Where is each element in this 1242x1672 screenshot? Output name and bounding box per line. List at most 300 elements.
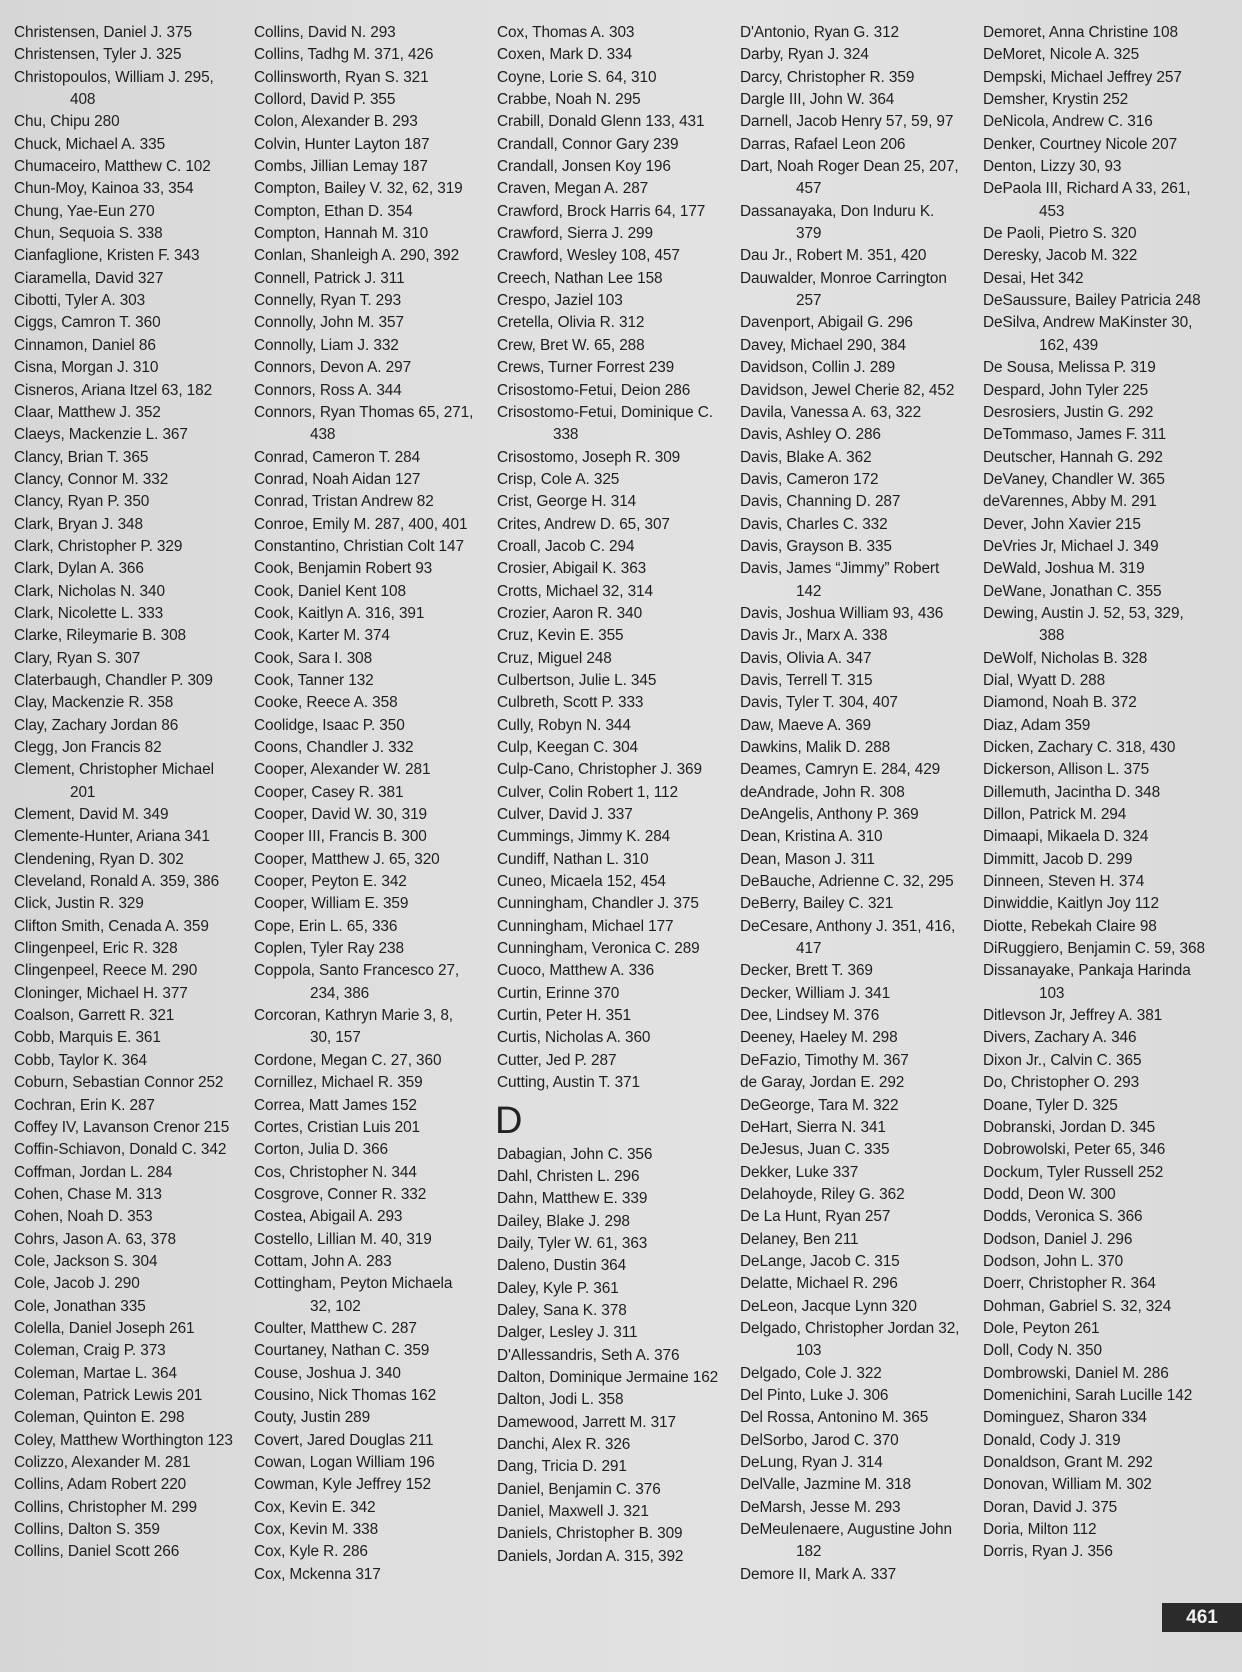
index-entry: Dauwalder, Monroe Carrington 257: [740, 269, 947, 310]
index-entry: Ciggs, Camron T. 360: [14, 314, 161, 332]
index-entry: Clifton Smith, Cenada A. 359: [14, 917, 209, 935]
index-entry: DeWald, Joshua M. 319: [983, 560, 1145, 578]
index-entry: Couse, Joshua J. 340: [254, 1364, 401, 1382]
index-entry: Crisostomo-Fetui, Deion 286: [497, 381, 691, 399]
index-entry: DeVaney, Chandler W. 365: [983, 470, 1165, 488]
index-column-2: [254, 22, 476, 1586]
index-entry: Chuck, Michael A. 335: [14, 135, 166, 153]
index-entry: Crandall, Jonsen Koy 196: [497, 158, 671, 176]
index-entry: Dekker, Luke 337: [740, 1163, 859, 1181]
index-entry: Cottam, John A. 283: [254, 1252, 392, 1270]
index-entry: Cole, Jackson S. 304: [14, 1252, 158, 1270]
index-entry: Dicken, Zachary C. 318, 430: [983, 739, 1176, 756]
index-entry: Chumaceiro, Matthew C. 102: [14, 158, 211, 176]
index-entry: Cisna, Morgan J. 310: [14, 359, 159, 377]
index-entry: Crews, Turner Forrest 239: [497, 359, 675, 377]
index-entry: Claterbaugh, Chandler P. 309: [14, 671, 213, 689]
index-entry: Demoret, Anna Christine 108: [983, 24, 1178, 41]
index-entry: Dodson, Daniel J. 296: [983, 1230, 1133, 1248]
index-entry: Corcoran, Kathryn Marie 3, 8, 30, 157: [254, 1007, 453, 1047]
index-entry: Dawkins, Malik D. 288: [740, 739, 891, 756]
index-entry: Daily, Tyler W. 61, 363: [497, 1234, 648, 1252]
index-entry: Dalton, Dominique Jermaine 162: [497, 1368, 719, 1386]
index-entry: Connors, Ryan Thomas 65, 271, 438: [254, 403, 474, 444]
index-entry: Claar, Matthew J. 352: [14, 403, 161, 421]
index-entry: Dockum, Tyler Russell 252: [983, 1163, 1164, 1181]
index-entry: Connolly, Liam J. 332: [254, 336, 399, 354]
index-entry: Crandall, Connor Gary 239: [497, 135, 679, 153]
index-entry: DeWane, Jonathan C. 355: [983, 582, 1162, 600]
index-entry: Combs, Jillian Lemay 187: [254, 158, 428, 176]
index-entry: Cruz, Miguel 248: [497, 649, 612, 667]
index-entry: De Paoli, Pietro S. 320: [983, 225, 1137, 243]
index-entry: Dalton, Jodi L. 358: [497, 1391, 624, 1409]
index-entry: Donaldson, Grant M. 292: [983, 1454, 1153, 1471]
index-entry: Dombrowski, Daniel M. 286: [983, 1364, 1169, 1382]
index-entry: Cole, Jacob J. 290: [14, 1275, 140, 1293]
index-entry: Craven, Megan A. 287: [497, 180, 649, 198]
index-entry: Couty, Justin 289: [254, 1409, 371, 1427]
index-entry: Crisostomo-Fetui, Dominique C. 338: [497, 403, 713, 444]
index-entry: Coons, Chandler J. 332: [254, 739, 414, 756]
index-entry: Domenichini, Sarah Lucille 142: [983, 1386, 1193, 1404]
index-entry: Collins, Dalton S. 359: [14, 1521, 160, 1539]
index-entry: Delahoyde, Riley G. 362: [740, 1185, 905, 1203]
index-entry: Dial, Wyatt D. 288: [983, 671, 1106, 689]
index-entry: Diotte, Rebekah Claire 98: [983, 917, 1157, 935]
index-entry: De Sousa, Melissa P. 319: [983, 359, 1156, 377]
index-entry: Courtaney, Nathan C. 359: [254, 1342, 430, 1360]
index-entry: Daley, Sana K. 378: [497, 1301, 627, 1319]
index-entry: Crotts, Michael 32, 314: [497, 582, 653, 600]
index-entry: Cundiff, Nathan L. 310: [497, 850, 649, 868]
index-entry: Costea, Abigail A. 293: [254, 1208, 403, 1226]
index-entry: Daw, Maeve A. 369: [740, 716, 871, 734]
index-entry: Cunningham, Michael 177: [497, 917, 674, 935]
index-entry: Cousino, Nick Thomas 162: [254, 1386, 437, 1404]
index-entry: Dahn, Matthew E. 339: [497, 1190, 648, 1208]
index-entry: Coffman, Jordan L. 284: [14, 1163, 173, 1181]
index-entry: Davis, Channing D. 287: [740, 493, 901, 511]
index-entry: Cinnamon, Daniel 86: [14, 336, 156, 354]
index-entry: Colon, Alexander B. 293: [254, 113, 418, 131]
index-entry: Cutter, Jed P. 287: [497, 1051, 617, 1069]
index-entry: deAndrade, John R. 308: [740, 783, 905, 801]
index-entry: Daniels, Christopher B. 309: [497, 1525, 683, 1543]
index-entry: DeGeorge, Tara M. 322: [740, 1096, 899, 1114]
index-entry: Creech, Nathan Lee 158: [497, 269, 663, 287]
index-entry: Conlan, Shanleigh A. 290, 392: [254, 247, 460, 265]
index-entry: Cloninger, Michael H. 377: [14, 984, 188, 1002]
index-entry: Costello, Lillian M. 40, 319: [254, 1230, 432, 1248]
index-entry: Collins, David N. 293: [254, 24, 396, 41]
index-entry: Diamond, Noah B. 372: [983, 694, 1137, 712]
index-entry: Deames, Camryn E. 284, 429: [740, 761, 941, 779]
index-entry: Cook, Karter M. 374: [254, 627, 390, 645]
index-entry: Cornillez, Michael R. 359: [254, 1074, 423, 1092]
index-entry: DeLung, Ryan J. 314: [740, 1454, 883, 1471]
index-entry: Dissanayake, Pankaja Harinda 103: [983, 962, 1191, 1002]
index-entry: Cooper, Alexander W. 281: [254, 761, 431, 779]
index-entry: Dinwiddie, Kaitlyn Joy 112: [983, 895, 1159, 913]
index-entry: Cooper, Casey R. 381: [254, 783, 404, 801]
index-entry: Cooper III, Francis B. 300: [254, 828, 427, 846]
index-entry: Crosier, Abigail K. 363: [497, 560, 647, 578]
index-entry: Covert, Jared Douglas 211: [254, 1431, 434, 1449]
index-entry: Delaney, Ben 211: [740, 1230, 859, 1248]
index-entry: Dart, Noah Roger Dean 25, 207, 457: [740, 158, 959, 198]
index-entry: DeLeon, Jacque Lynn 320: [740, 1297, 917, 1315]
index-entry: Culver, Colin Robert 1, 112: [497, 783, 678, 801]
index-entry: Dodds, Veronica S. 366: [983, 1208, 1143, 1226]
index-entry: Doria, Milton 112: [983, 1521, 1097, 1539]
index-entry: Conrad, Noah Aidan 127: [254, 470, 421, 488]
index-entry: Collins, Daniel Scott 266: [14, 1543, 180, 1561]
index-entry: D'Antonio, Ryan G. 312: [740, 24, 900, 41]
index-entry: Coalson, Garrett R. 321: [14, 1007, 175, 1025]
index-entry: Cobb, Marquis E. 361: [14, 1029, 161, 1047]
index-entry: Denton, Lizzy 30, 93: [983, 158, 1122, 176]
index-entry: Clancy, Brian T. 365: [14, 448, 149, 466]
index-entry: Davis, Olivia A. 347: [740, 649, 872, 667]
index-entry: Connors, Devon A. 297: [254, 359, 412, 377]
index-entry: Cooper, David W. 30, 319: [254, 806, 427, 824]
index-entry: Cutting, Austin T. 371: [497, 1074, 640, 1092]
index-entry: Connell, Patrick J. 311: [254, 269, 405, 287]
index-entry: Dodson, John L. 370: [983, 1252, 1124, 1270]
index-entry: Coyne, Lorie S. 64, 310: [497, 68, 657, 86]
index-entry: Dewing, Austin J. 52, 53, 329, 388: [983, 604, 1184, 645]
index-entry: Colella, Daniel Joseph 261: [14, 1319, 195, 1337]
index-entry: Colizzo, Alexander M. 281: [14, 1454, 191, 1471]
index-entry: Culp-Cano, Christopher J. 369: [497, 761, 702, 779]
index-entry: Davis, Cameron 172: [740, 470, 879, 488]
index-entry: Dargle III, John W. 364: [740, 91, 895, 109]
index-entry: Compton, Bailey V. 32, 62, 319: [254, 180, 463, 198]
index-entry: Cuoco, Matthew A. 336: [497, 962, 655, 980]
index-entry: Cibotti, Tyler A. 303: [14, 292, 146, 310]
index-entry: Coppola, Santo Francesco 27, 234, 386: [254, 962, 460, 1002]
index-entry: Cooper, William E. 359: [254, 895, 409, 913]
index-entry: Collord, David P. 355: [254, 91, 396, 109]
index-entry: Cooper, Peyton E. 342: [254, 873, 407, 891]
index-entry: Darby, Ryan J. 324: [740, 46, 869, 64]
index-entry: Clegg, Jon Francis 82: [14, 739, 162, 756]
index-entry: Crist, George H. 314: [497, 493, 637, 511]
index-entry: Dohman, Gabriel S. 32, 324: [983, 1297, 1172, 1315]
index-entry: Chun, Sequoia S. 338: [14, 225, 163, 243]
index-entry: Connelly, Ryan T. 293: [254, 292, 402, 310]
index-entry: Claeys, Mackenzie L. 367: [14, 426, 188, 444]
index-entry: Del Pinto, Luke J. 306: [740, 1386, 889, 1404]
index-entry: Desai, Het 342: [983, 269, 1084, 287]
index-entry: DeWolf, Nicholas B. 328: [983, 649, 1148, 667]
index-entry: Conrad, Tristan Andrew 82: [254, 493, 434, 511]
index-entry: DelValle, Jazmine M. 318: [740, 1476, 911, 1494]
index-entry: Dominguez, Sharon 334: [983, 1409, 1147, 1427]
index-entry: Dahl, Christen L. 296: [497, 1167, 640, 1185]
index-entry: Cordone, Megan C. 27, 360: [254, 1051, 442, 1069]
index-entry: Cisneros, Ariana Itzel 63, 182: [14, 381, 213, 399]
index-entry: Cooke, Reece A. 358: [254, 694, 398, 712]
index-entry: Culbertson, Julie L. 345: [497, 671, 657, 689]
index-entry: Coleman, Craig P. 373: [14, 1342, 166, 1360]
index-entry: Darcy, Christopher R. 359: [740, 68, 915, 86]
index-entry: Despard, John Tyler 225: [983, 381, 1149, 399]
index-entry: deVarennes, Abby M. 291: [983, 493, 1157, 511]
index-entry: Cleveland, Ronald A. 359, 386: [14, 873, 220, 891]
index-entry: Cunningham, Chandler J. 375: [497, 895, 699, 913]
index-entry: Cook, Sara I. 308: [254, 649, 373, 667]
index-entry: Culp, Keegan C. 304: [497, 739, 638, 756]
index-entry: Ditlevson Jr, Jeffrey A. 381: [983, 1007, 1163, 1025]
index-entry: Coplen, Tyler Ray 238: [254, 940, 404, 958]
index-entry: Darnell, Jacob Henry 57, 59, 97: [740, 113, 954, 131]
index-entry: De La Hunt, Ryan 257: [740, 1208, 891, 1226]
index-entry: DeLange, Jacob C. 315: [740, 1252, 900, 1270]
index-entry: Dang, Tricia D. 291: [497, 1458, 627, 1476]
index-entry: Clary, Ryan S. 307: [14, 649, 141, 667]
index-entry: Davis, James “Jimmy” Robert 142: [740, 560, 940, 600]
index-entry: Cook, Kaitlyn A. 316, 391: [254, 604, 425, 622]
index-entry: Cox, Kyle R. 286: [254, 1543, 368, 1561]
index-entry: DeBerry, Bailey C. 321: [740, 895, 894, 913]
index-entry: Clark, Bryan J. 348: [14, 515, 143, 533]
section-letter-heading: D: [495, 1099, 523, 1142]
index-entry: Clay, Zachary Jordan 86: [14, 716, 179, 734]
index-entry: Cos, Christopher N. 344: [254, 1163, 417, 1181]
index-entry: Davis, Tyler T. 304, 407: [740, 694, 898, 712]
index-entry: Davis, Blake A. 362: [740, 448, 872, 466]
index-entry: Dau Jr., Robert M. 351, 420: [740, 247, 927, 265]
index-entry: Davis, Joshua William 93, 436: [740, 604, 944, 622]
index-column-5: [983, 22, 1205, 1564]
index-entry: Dalger, Lesley J. 311: [497, 1324, 638, 1342]
index-entry: DeAngelis, Anthony P. 369: [740, 806, 919, 824]
index-entry: Dever, John Xavier 215: [983, 515, 1141, 533]
index-entry: Cianfaglione, Kristen F. 343: [14, 247, 200, 265]
index-entry: Decker, Brett T. 369: [740, 962, 873, 980]
index-entry: Connors, Ross A. 344: [254, 381, 402, 399]
index-entry: Conrad, Cameron T. 284: [254, 448, 421, 466]
index-entry: Croall, Jacob C. 294: [497, 537, 635, 555]
index-entry: Del Rossa, Antonino M. 365: [740, 1409, 929, 1427]
index-entry: Clingenpeel, Eric R. 328: [14, 940, 178, 958]
index-entry: Christopoulos, William J. 295, 408: [14, 68, 214, 109]
index-entry: Cohen, Noah D. 353: [14, 1208, 153, 1226]
index-entry: DeTommaso, James F. 311: [983, 426, 1167, 444]
index-entry: Divers, Zachary A. 346: [983, 1029, 1137, 1047]
index-entry: Coulter, Matthew C. 287: [254, 1319, 417, 1337]
index-entry: Clement, Christopher Michael 201: [14, 761, 214, 801]
index-entry: Dean, Kristina A. 310: [740, 828, 883, 846]
index-entry: Cook, Benjamin Robert 93: [254, 560, 433, 578]
index-entry: Cox, Kevin M. 338: [254, 1521, 379, 1539]
index-entry: Davis, Terrell T. 315: [740, 671, 873, 689]
index-entry: Clendening, Ryan D. 302: [14, 850, 184, 868]
index-entry: Davis, Charles C. 332: [740, 515, 888, 533]
index-entry: Crozier, Aaron R. 340: [497, 604, 643, 622]
index-entry: Cox, Thomas A. 303: [497, 24, 635, 41]
index-entry: Coleman, Patrick Lewis 201: [14, 1386, 203, 1404]
index-entry: D'Allessandris, Seth A. 376: [497, 1346, 680, 1364]
index-entry: Crew, Bret W. 65, 288: [497, 336, 645, 354]
index-entry: Connolly, John M. 357: [254, 314, 404, 332]
index-entry: Danchi, Alex R. 326: [497, 1435, 631, 1453]
index-entry: Delgado, Cole J. 322: [740, 1364, 882, 1382]
index-entry: Darras, Rafael Leon 206: [740, 135, 906, 153]
index-entry: Davis Jr., Marx A. 338: [740, 627, 888, 645]
index-entry: Dimaapi, Mikaela D. 324: [983, 828, 1149, 846]
index-entry: Clark, Nicholas N. 340: [14, 582, 165, 600]
index-entry: Denker, Courtney Nicole 207: [983, 135, 1178, 153]
index-entry: Doane, Tyler D. 325: [983, 1096, 1118, 1114]
page-number: 461: [1162, 1603, 1242, 1632]
index-entry: Click, Justin R. 329: [14, 895, 144, 913]
index-entry: Clarke, Rileymarie B. 308: [14, 627, 186, 645]
index-entry: DeBauche, Adrienne C. 32, 295: [740, 873, 954, 891]
index-entry: Coolidge, Isaac P. 350: [254, 716, 405, 734]
index-entry: Crawford, Sierra J. 299: [497, 225, 653, 243]
index-entry: Chu, Chipu 280: [14, 113, 120, 131]
index-entry: Crisp, Cole A. 325: [497, 470, 620, 488]
index-entry: Cunningham, Veronica C. 289: [497, 940, 700, 958]
index-entry: Crabill, Donald Glenn 133, 431: [497, 113, 705, 131]
index-entry: Cook, Daniel Kent 108: [254, 582, 406, 600]
index-entry: Daniels, Jordan A. 315, 392: [497, 1547, 684, 1565]
index-entry: DeMarsh, Jesse M. 293: [740, 1498, 901, 1516]
index-entry: DeSilva, Andrew MaKinster 30, 162, 439: [983, 314, 1193, 354]
index-entry: Clark, Dylan A. 366: [14, 560, 144, 578]
index-entry: Dinneen, Steven H. 374: [983, 873, 1145, 891]
index-entry: DiRuggiero, Benjamin C. 59, 368: [983, 940, 1205, 958]
index-entry: Coffey IV, Lavanson Crenor 215: [14, 1118, 230, 1136]
index-entry: Delatte, Michael R. 296: [740, 1275, 898, 1293]
index-entry: Doran, David J. 375: [983, 1498, 1118, 1516]
index-entry: Davey, Michael 290, 384: [740, 336, 906, 354]
index-entry: Cruz, Kevin E. 355: [497, 627, 624, 645]
index-entry: Crites, Andrew D. 65, 307: [497, 515, 670, 533]
index-entry: Coley, Matthew Worthington 123: [14, 1431, 233, 1449]
index-entry: Cully, Robyn N. 344: [497, 716, 631, 734]
index-entry: Dobranski, Jordan D. 345: [983, 1118, 1156, 1136]
index-entry: Collins, Tadhg M. 371, 426: [254, 46, 434, 64]
index-entry: Collins, Christopher M. 299: [14, 1498, 197, 1516]
index-column-1: [14, 22, 236, 1564]
index-entry: Decker, William J. 341: [740, 984, 891, 1002]
index-entry: Donovan, William M. 302: [983, 1476, 1152, 1494]
index-entry: Dobrowolski, Peter 65, 346: [983, 1141, 1166, 1159]
index-entry: Chun-Moy, Kainoa 33, 354: [14, 180, 194, 198]
index-entry: Dailey, Blake J. 298: [497, 1212, 630, 1230]
index-entry: Damewood, Jarrett M. 317: [497, 1413, 676, 1431]
index-entry: Davidson, Collin J. 289: [740, 359, 896, 377]
index-entry: Chung, Yae-Eun 270: [14, 202, 155, 220]
index-entry: Dassanayaka, Don Induru K. 379: [740, 202, 935, 243]
index-entry: Curtin, Peter H. 351: [497, 1007, 632, 1025]
index-entry: DelSorbo, Jarod C. 370: [740, 1431, 899, 1449]
index-entry: Cowan, Logan William 196: [254, 1454, 435, 1471]
index-entry: Collinsworth, Ryan S. 321: [254, 68, 429, 86]
index-entry: Cummings, Jimmy K. 284: [497, 828, 671, 846]
index-entry: Daniel, Maxwell J. 321: [497, 1503, 649, 1520]
index-entry: Cohen, Chase M. 313: [14, 1185, 162, 1203]
index-entry: Colvin, Hunter Layton 187: [254, 135, 430, 153]
index-entry: Clement, David M. 349: [14, 806, 169, 824]
index-entry: Crisostomo, Joseph R. 309: [497, 448, 681, 466]
index-entry: DeJesus, Juan C. 335: [740, 1141, 890, 1159]
index-entry: Curtis, Nicholas A. 360: [497, 1029, 651, 1047]
index-entry: Daniel, Benjamin C. 376: [497, 1480, 661, 1498]
index-entry: Deeney, Haeley M. 298: [740, 1029, 898, 1047]
index-entry: Conroe, Emily M. 287, 400, 401: [254, 515, 468, 533]
index-entry: Cox, Mckenna 317: [254, 1565, 381, 1583]
index-entry: Constantino, Christian Colt 147: [254, 537, 464, 555]
index-entry: Cowman, Kyle Jeffrey 152: [254, 1476, 431, 1494]
index-entry: Clingenpeel, Reece M. 290: [14, 962, 198, 980]
index-entry: Demsher, Krystin 252: [983, 91, 1129, 109]
index-entry: de Garay, Jordan E. 292: [740, 1074, 905, 1092]
index-entry: Dillemuth, Jacintha D. 348: [983, 783, 1161, 801]
index-entry: Dixon Jr., Calvin C. 365: [983, 1051, 1142, 1069]
index-entry: Do, Christopher O. 293: [983, 1074, 1140, 1092]
index-entry: Compton, Hannah M. 310: [254, 225, 429, 243]
index-entry: Cope, Erin L. 65, 336: [254, 917, 398, 935]
index-entry: Davenport, Abigail G. 296: [740, 314, 913, 332]
index-entry: Cortes, Cristian Luis 201: [254, 1118, 421, 1136]
index-entry: Deresky, Jacob M. 322: [983, 247, 1138, 265]
index-entry: Dole, Peyton 261: [983, 1319, 1100, 1337]
index-entry: Culver, David J. 337: [497, 806, 633, 824]
index-entry: Crawford, Wesley 108, 457: [497, 247, 680, 265]
index-entry: DeNicola, Andrew C. 316: [983, 113, 1153, 131]
index-entry: Dempski, Michael Jeffrey 257: [983, 68, 1182, 86]
index-entry: Clemente-Hunter, Ariana 341: [14, 828, 210, 846]
index-entry: Diaz, Adam 359: [983, 716, 1091, 734]
index-entry: Donald, Cody J. 319: [983, 1431, 1121, 1449]
index-entry: Cook, Tanner 132: [254, 671, 374, 689]
index-entry: Clark, Nicolette L. 333: [14, 604, 164, 622]
index-entry: Davidson, Jewel Cherie 82, 452: [740, 381, 955, 399]
index-entry: Cottingham, Peyton Michaela 32, 102: [254, 1275, 453, 1315]
index-entry: Compton, Ethan D. 354: [254, 202, 413, 220]
index-entry: Doerr, Christopher R. 364: [983, 1275, 1156, 1293]
index-column-4: [740, 22, 962, 1586]
index-entry: Dee, Lindsey M. 376: [740, 1007, 880, 1025]
index-entry: Cole, Jonathan 335: [14, 1297, 146, 1315]
index-entry: Deutscher, Hannah G. 292: [983, 448, 1163, 466]
index-entry: Dabagian, John C. 356: [497, 1145, 653, 1163]
index-entry: Clay, Mackenzie R. 358: [14, 694, 174, 712]
index-entry: Dimmitt, Jacob D. 299: [983, 850, 1133, 868]
index-entry: DeCesare, Anthony J. 351, 416, 417: [740, 917, 956, 958]
index-entry: Clark, Christopher P. 329: [14, 537, 183, 555]
index-entry: DeVries Jr, Michael J. 349: [983, 537, 1159, 555]
index-entry: Daley, Kyle P. 361: [497, 1279, 619, 1297]
index-entry: Davila, Vanessa A. 63, 322: [740, 403, 922, 421]
index-entry: Cooper, Matthew J. 65, 320: [254, 850, 440, 868]
index-entry: Coleman, Martae L. 364: [14, 1364, 177, 1382]
index-entry: Davis, Ashley O. 286: [740, 426, 881, 444]
index-entry: Cochran, Erin K. 287: [14, 1096, 155, 1114]
index-entry: Cobb, Taylor K. 364: [14, 1051, 147, 1069]
index-entry: Cosgrove, Conner R. 332: [254, 1185, 427, 1203]
index-entry: Daleno, Dustin 364: [497, 1257, 627, 1275]
index-entry: Curtin, Erinne 370: [497, 984, 620, 1002]
index-entry: Doll, Cody N. 350: [983, 1342, 1102, 1360]
index-entry: Collins, Adam Robert 220: [14, 1476, 187, 1494]
index-entry: Dean, Mason J. 311: [740, 850, 875, 868]
